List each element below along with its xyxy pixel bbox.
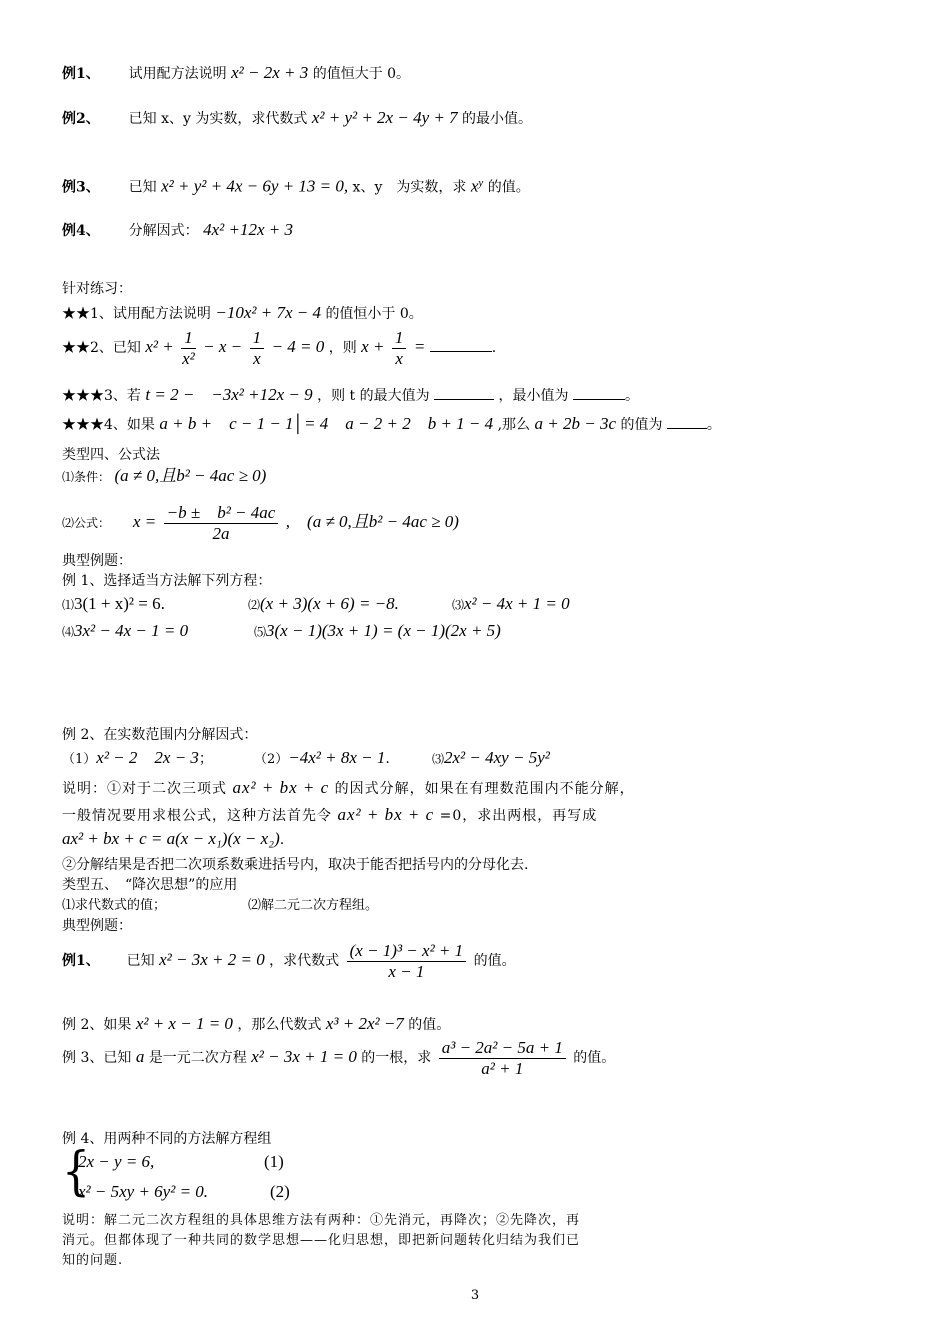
type-5-example-1 <box>62 938 516 983</box>
math-expression: x² + x − 1 = 0 <box>135 1014 233 1033</box>
practice-text: 的值为 <box>620 417 663 433</box>
example-2-line <box>62 109 532 128</box>
punctuation: . <box>279 832 285 848</box>
item-label: ⑶ <box>452 598 465 612</box>
list-item: ⑴求代数式的值； <box>62 898 167 913</box>
example-text: 已知 <box>128 179 157 196</box>
fraction-denominator: a² + 1 <box>481 1058 524 1078</box>
equation-number: (2) <box>270 1182 290 1201</box>
note-text: 说明：解二元二次方程组的具体思维方法有两种：①先消元，再降次；②先降次，再 <box>62 1213 581 1228</box>
example-text: ，那么代数式 <box>237 1017 322 1033</box>
type-5-example-2 <box>62 1015 450 1034</box>
condition-line <box>62 467 266 486</box>
math-superscript: y <box>478 177 484 189</box>
equations-row-2 <box>62 622 902 641</box>
note-line <box>62 830 284 849</box>
star-rating: ★★ <box>62 306 90 322</box>
example-3-line <box>62 174 530 197</box>
note-text: =0，求出两根，再写成 <box>439 808 598 824</box>
math-expression: a <box>135 1047 145 1066</box>
star-rating: ★★ <box>62 340 90 356</box>
item-label: ⑴ <box>62 598 75 612</box>
math-expression: a + 2b − 3c <box>534 414 616 433</box>
practice-text: ,那么 <box>497 417 531 433</box>
math-expression: x² + y² + 4x − 6y + 13 = 0, <box>161 176 349 196</box>
example-label: 例2、 <box>62 111 100 127</box>
practice-text: 4、如果 <box>104 417 155 433</box>
note-text: ②分解结果是否把二次项系数乘进括号内，取决于能否把括号内的分母化去. <box>62 857 529 873</box>
example-1-line <box>62 64 410 83</box>
example-text: 分解因式： <box>128 223 199 239</box>
math-expression: 3(x − 1)(3x + 1) = (x − 1)(2x + 5) <box>266 621 501 640</box>
typical-examples-title: 典型例题： <box>62 918 132 934</box>
example-text: 是一元二次方程 <box>148 1050 247 1066</box>
item-label: ⑵公式： <box>62 516 111 530</box>
practice-text: 。 <box>706 417 721 433</box>
example-text: 已知 <box>126 953 155 969</box>
fraction <box>181 328 196 369</box>
example-title: 例 2、在实数范围内分解因式： <box>62 727 258 743</box>
answer-blank[interactable] <box>667 414 707 429</box>
factoring-row <box>62 749 902 769</box>
punctuation: . <box>385 751 390 767</box>
practice-2-line: ★★2、已知 x² + $\frac{1}{\text{x²}}$ − x − $\frac{1}{x}$ − 4 = 0 ，则 x + $\frac{1}{x}$ = . <box>62 327 497 368</box>
practice-1-line <box>62 304 423 323</box>
example-text: 的一根，求 <box>361 1050 432 1066</box>
fraction-denominator: x² <box>182 348 195 368</box>
math-expression: x³ + 2x² −7 <box>325 1014 404 1033</box>
star-rating: ★★★ <box>62 417 104 433</box>
answer-blank[interactable] <box>573 385 625 400</box>
practice-text: ，则 t 的最大值为 <box>317 388 430 404</box>
section-title-type-4: 类型四、公式法 <box>62 447 160 463</box>
math-expression: −10x² + 7x − 4 <box>215 303 321 322</box>
example-label: 例3、 <box>62 179 100 196</box>
note-line <box>62 779 635 798</box>
math-expression: t = 2 − −3x² +12x − 9 <box>145 385 313 404</box>
punctuation: ； <box>198 751 213 767</box>
practice-text: 2、已知 <box>90 340 141 356</box>
example-text: 试用配方法说明 <box>128 66 227 82</box>
math-expression: x² − 4x + 1 = 0 <box>464 594 570 613</box>
formula-line <box>62 502 459 544</box>
star-rating: ★★★ <box>62 388 104 404</box>
type-5-items <box>62 897 562 915</box>
note-text: 消元。但都体现了一种共同的数学思想——化归思想，即把新问题转化归结为我们已 <box>62 1233 581 1248</box>
example-text: 的值。 <box>473 953 516 969</box>
practice-text: 1、试用配方法说明 <box>90 306 211 322</box>
item-label: ⑶ <box>432 752 445 766</box>
fraction <box>347 941 467 982</box>
system-brace: { <box>62 1140 90 1202</box>
fraction-denominator: x − 1 <box>388 961 425 981</box>
example-title: 例 4、用两种不同的方法解方程组 <box>62 1131 272 1147</box>
math-expression: 2x − y = 6, <box>78 1152 155 1171</box>
math-expression: ax² + bx + c <box>232 778 330 797</box>
fraction <box>439 1038 566 1079</box>
example-label: 例4、 <box>62 223 100 239</box>
practice-text: 。 <box>625 388 639 404</box>
system-equation-2 <box>78 1183 378 1202</box>
math-expression: x² − 5xy + 6y² = 0. <box>78 1182 209 1201</box>
math-expression: a + b + c − 1 − 1│= 4 a − 2 + 2 b + 1 − 4 <box>159 414 494 433</box>
item-label: ⑸ <box>254 625 267 639</box>
fraction <box>250 328 265 369</box>
quadratic-formula-fraction <box>164 503 279 544</box>
list-item: ⑵解二元二次方程组。 <box>248 898 379 913</box>
equation-number: (1) <box>264 1152 284 1171</box>
practice-4-line <box>62 414 721 434</box>
example-label: 例1、 <box>62 66 100 82</box>
answer-blank[interactable] <box>434 385 494 400</box>
item-label: ⑷ <box>62 625 75 639</box>
item-label: ⑴条件： <box>62 470 111 484</box>
example-text: 例 3、已知 <box>62 1050 132 1066</box>
math-expression: x + <box>361 337 385 356</box>
fraction-numerator: 1 <box>181 328 196 349</box>
answer-blank[interactable] <box>430 337 492 352</box>
example-text: 的值恒大于 0。 <box>312 66 411 82</box>
math-expression: x <box>470 176 479 196</box>
math-expression: x² + y² + 2x − 4y + 7 <box>311 108 458 127</box>
example-text: 已知 x、y 为实数，求代数式 <box>128 111 308 127</box>
math-expression: − x − <box>203 337 243 356</box>
note-text: 说明：①对于二次三项式 <box>62 781 227 797</box>
fraction-denominator: x <box>395 348 403 368</box>
math-expression: (x + 3)(x + 6) = −8. <box>260 594 399 613</box>
practice-text: ，最小值为 <box>498 388 569 404</box>
fraction <box>392 328 407 369</box>
math-expression: 3x² − 4x − 1 = 0 <box>74 621 189 640</box>
note-text: 的因式分解，如果在有理数范围内不能分解， <box>334 781 635 797</box>
practice-title: 针对练习： <box>62 281 132 297</box>
example-text: 的值。 <box>408 1017 451 1033</box>
example-text: 的最小值。 <box>462 111 533 127</box>
math-expression: ax² + bx + c <box>337 805 435 824</box>
example-text: 的值。 <box>573 1050 616 1066</box>
type-5-example-3 <box>62 1035 615 1080</box>
note-line <box>62 806 597 825</box>
item-label: ⑵ <box>248 598 261 612</box>
practice-text: ，则 <box>328 340 357 356</box>
example-text: x、y 为实数，求 <box>352 179 467 196</box>
math-expression: ax² + bx + c = a(x − x₁)(x − x₂) <box>62 829 280 848</box>
math-expression: x² − 3x + 2 = 0 <box>159 950 265 969</box>
fraction-numerator: 1 <box>392 328 407 349</box>
equations-row-1 <box>62 595 902 614</box>
example-label: 例1、 <box>62 953 100 969</box>
typical-examples-title: 典型例题： <box>62 553 132 569</box>
fraction-numerator: 1 <box>250 328 265 349</box>
section-title-type-5: 类型五、 “降次思想”的应用 <box>62 877 238 893</box>
math-expression: x² − 2 2x − 3 <box>96 748 199 767</box>
fraction-numerator: a³ − 2a² − 5a + 1 <box>439 1038 566 1059</box>
system-equation-1 <box>78 1153 378 1172</box>
example-text: 例 2、如果 <box>62 1017 132 1033</box>
math-expression: − 4 = 0 <box>271 337 325 356</box>
math-expression: = <box>413 337 426 356</box>
math-expression: x = <box>132 512 157 531</box>
practice-text: 3、若 <box>104 388 141 404</box>
fraction-numerator: −b ± b² − 4ac <box>164 503 279 524</box>
fraction-denominator: 2a <box>212 523 230 543</box>
math-expression: , (a ≠ 0,且b² − 4ac ≥ 0) <box>285 512 459 531</box>
math-expression: x² − 3x + 1 = 0 <box>251 1047 357 1066</box>
note-text: 一般情况要用求根公式，这种方法首先令 <box>62 808 332 824</box>
math-expression: −4x² + 8x − 1 <box>288 748 386 767</box>
practice-3-line <box>62 385 639 405</box>
item-label: （2） <box>254 752 289 767</box>
example-title: 例 1、选择适当方法解下列方程： <box>62 573 272 589</box>
example-text: ，求代数式 <box>269 953 340 969</box>
math-expression: 3(1 + x)² = 6. <box>74 594 165 613</box>
fraction-numerator: (x − 1)³ − x² + 1 <box>347 941 467 962</box>
example-text: 的值。 <box>487 179 530 196</box>
page-number: 3 <box>470 1288 480 1303</box>
note-text: 知的问题. <box>62 1253 124 1268</box>
math-expression: x² − 2x + 3 <box>231 63 309 82</box>
math-expression: (a ≠ 0,且b² − 4ac ≥ 0) <box>114 466 267 485</box>
fraction-denominator: x <box>253 348 261 368</box>
example-4-line <box>62 221 293 240</box>
item-label: （1） <box>62 752 97 767</box>
practice-text: 的值恒小于 0。 <box>325 306 423 322</box>
math-expression: 4x² +12x + 3 <box>203 220 293 239</box>
math-expression: x² + <box>145 337 174 356</box>
math-expression: 2x² − 4xy − 5y² <box>444 748 550 767</box>
